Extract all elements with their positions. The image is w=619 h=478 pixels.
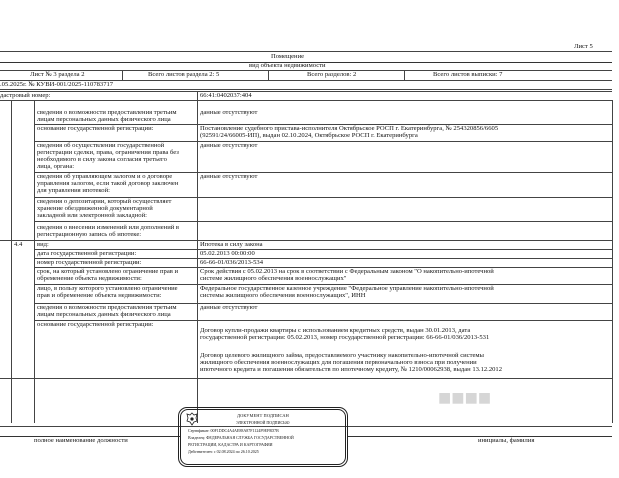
row-value: данные отсутствуют bbox=[200, 109, 258, 116]
row-label: сведения о депозитарии, который осуществляет bbox=[37, 198, 172, 205]
row-value: 66-66-01/036/2013-534 bbox=[200, 259, 264, 266]
row-label: хранение обездвиженной документарной bbox=[37, 205, 153, 212]
row-label: лицо, в пользу которого установлено ограничение bbox=[37, 285, 178, 292]
row-value: жилищного обеспечения военнослужащих для погашения первоначального взноса при получении bbox=[200, 359, 477, 366]
row-label: прав и обременение объекта недвижимости: bbox=[37, 292, 162, 299]
date-number: .05.2025г. № КУВИ-001/2025-110783717 bbox=[0, 81, 114, 88]
row-value: государственной регистрации: 05.02.2013, номер государственной регистрации: 66-66-01/036/2013-531 bbox=[200, 334, 490, 341]
row-value: Договор купли-продажи квартиры с использованием кредитных средств, выдан 30.01.2013, дата bbox=[200, 327, 471, 334]
row-value: Ипотека в силу закона bbox=[200, 241, 263, 248]
rule bbox=[0, 100, 612, 101]
row-value: данные отсутствуют bbox=[200, 142, 258, 149]
row-value: Срок действия с 05.02.2013 на срок в соответствии с Федеральным законом "О накопительно-ипотечной bbox=[200, 268, 494, 275]
object-subtitle: вид объекта недвижимости bbox=[249, 62, 326, 69]
row-divider bbox=[0, 240, 612, 241]
initials-label: инициалы, фамилия bbox=[478, 437, 535, 444]
row-value: системе жилищного обеспечения военнослужащих" bbox=[200, 275, 347, 282]
total-sections: Всего разделов: 2 bbox=[307, 71, 357, 78]
watermark: ■■■■ bbox=[438, 385, 492, 410]
row-label: для управления ипотекой: bbox=[37, 187, 110, 194]
table-bottom bbox=[0, 378, 612, 379]
total-extract-sheets: Всего листов выписки: 7 bbox=[433, 71, 503, 78]
row-label: основание государственной регистрации: bbox=[37, 125, 154, 132]
item-number: 4.4 bbox=[14, 241, 23, 248]
grid-line bbox=[612, 100, 613, 423]
row-value: ипотечного кредита и погашения обязательств по ипотечному кредиту, № 1210/00062938, выдан 13.12.2012 bbox=[200, 366, 503, 373]
stamp-line: Владелец: ФЕДЕРАЛЬНАЯ СЛУЖБА ГОСУДАРСТВЕННОЙ bbox=[188, 435, 294, 440]
grid-line bbox=[197, 100, 198, 423]
sheet-label: Лист 5 bbox=[574, 43, 593, 50]
row-label: сведения о возможности предоставления третьим bbox=[37, 109, 177, 116]
row-label: необходимого в силу закона согласия третьего bbox=[37, 156, 167, 163]
grid-line bbox=[34, 100, 35, 423]
row-label: номер государственной регистрации: bbox=[37, 259, 142, 266]
row-label: регистрационную запись об ипотеке: bbox=[37, 231, 142, 238]
row-value: 05.02.2013 00:00:00 bbox=[200, 250, 255, 257]
object-type: Помещение bbox=[271, 53, 305, 60]
stamp-line: РЕГИСТРАЦИИ, КАДАСТРА И КАРТОГРАФИИ bbox=[188, 442, 273, 447]
grid-line bbox=[11, 100, 12, 423]
row-value: данные отсутствуют bbox=[200, 304, 258, 311]
row-label: закладной или электронной закладной: bbox=[37, 212, 147, 219]
rule bbox=[0, 89, 612, 90]
divider bbox=[122, 70, 123, 80]
rule bbox=[0, 51, 612, 52]
rule bbox=[0, 91, 612, 92]
row-value: данные отсутствуют bbox=[200, 173, 258, 180]
row-label: регистрации сделки, права, ограничения права без bbox=[37, 149, 179, 156]
stamp-line: ЭЛЕКТРОННОЙ ПОДПИСЬЮ bbox=[236, 420, 290, 425]
rule bbox=[0, 70, 612, 71]
row-label: сведения об управляющем залогом и о договоре bbox=[37, 173, 173, 180]
cadastral-value: 66:41:0402037:404 bbox=[200, 92, 252, 99]
row-value: системы жилищного обеспечения военнослужащих", ИНН bbox=[200, 292, 366, 299]
total-section-sheets: Всего листов раздела 2: 5 bbox=[148, 71, 220, 78]
row-value: Федеральное государственное казенное учреждение "Федеральное управление накопительно-ипотечной bbox=[200, 285, 494, 292]
stamp-line: Сертификат: 00F1DDC4A4AE88A87F1124F9EF8D7B bbox=[188, 428, 279, 433]
row-value: Договор целевого жилищного займа, предоставляемого участнику накопительно-ипотечной системы bbox=[200, 352, 484, 359]
row-label: лицам персональных данных физического лица bbox=[37, 311, 171, 318]
row-label: сведения о внесении изменений или дополнений в bbox=[37, 224, 180, 231]
row-label: сведения о возможности предоставления третьим bbox=[37, 304, 177, 311]
row-label: вид: bbox=[37, 241, 49, 248]
section-sheet: Лист № 3 раздела 2 bbox=[30, 71, 85, 78]
row-value: (92591/24/66005-ИП), выдан 02.10.2024, Октябрьское РОСП г. Екатеринбурга bbox=[200, 132, 418, 139]
row-label: лица, органа: bbox=[37, 163, 75, 170]
row-label: лицам персональных данных физического лица bbox=[37, 116, 171, 123]
row-divider bbox=[34, 221, 612, 222]
row-label: дата государственной регистрации: bbox=[37, 250, 137, 257]
row-label: сведения об осуществлении государственной bbox=[37, 142, 165, 149]
row-value: Постановление судебного пристава-исполнителя Октябрьское РОСП г. Екатеринбурга, № 254320856/6605 bbox=[200, 125, 499, 132]
divider bbox=[197, 91, 198, 100]
cadastral-label: дастровый номер: bbox=[0, 92, 51, 99]
position-label: полное наименование должности bbox=[34, 437, 128, 444]
divider bbox=[268, 70, 269, 80]
row-label: основание государственной регистрации: bbox=[37, 321, 154, 328]
row-label: управления залогом, если такой договор заключен bbox=[37, 180, 179, 187]
stamp-line: Действителен: с 02.08.2024 по 26.10.2025 bbox=[188, 449, 259, 454]
row-label: обременение объекта недвижимости: bbox=[37, 275, 142, 282]
divider bbox=[404, 70, 405, 80]
stamp-line: ДОКУМЕНТ ПОДПИСАН bbox=[237, 413, 289, 418]
row-label: срок, на который установлено ограничение прав и bbox=[37, 268, 179, 275]
